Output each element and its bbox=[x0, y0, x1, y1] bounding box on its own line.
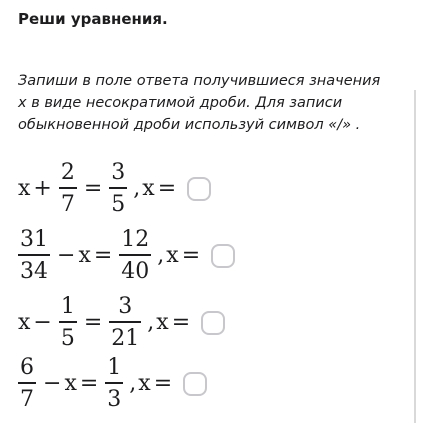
fraction bbox=[105, 357, 123, 411]
comma: , bbox=[133, 176, 141, 202]
answer-variable: x bbox=[142, 176, 155, 202]
answer-input-2[interactable] bbox=[211, 244, 235, 268]
denominator: 7 bbox=[60, 191, 75, 217]
comma: , bbox=[147, 310, 155, 336]
instruction-text bbox=[18, 70, 408, 136]
equation-2 bbox=[18, 229, 235, 283]
variable-x: x bbox=[64, 371, 77, 397]
variable-x: x bbox=[18, 176, 31, 202]
denominator: 7 bbox=[20, 386, 34, 412]
instruction-line-1: Запиши в поле ответа получившиеся значения bbox=[18, 73, 381, 89]
fraction bbox=[109, 162, 127, 216]
equals-sign: = bbox=[181, 243, 201, 269]
equals-sign: = bbox=[83, 176, 103, 202]
denominator: 5 bbox=[111, 191, 126, 217]
answer-input-3[interactable] bbox=[201, 311, 225, 335]
variable-x: x bbox=[78, 243, 91, 269]
page-title: Реши уравнения. bbox=[18, 10, 168, 28]
equation-1 bbox=[18, 162, 211, 216]
fraction bbox=[119, 229, 151, 283]
operator: − bbox=[43, 371, 62, 397]
equals-sign: = bbox=[171, 310, 191, 336]
operator: + bbox=[33, 176, 52, 202]
equals-sign: = bbox=[83, 310, 103, 336]
numerator: 1 bbox=[60, 294, 75, 319]
equation-4 bbox=[18, 357, 207, 411]
numerator: 12 bbox=[121, 227, 150, 252]
answer-variable: x bbox=[138, 371, 151, 397]
denominator: 21 bbox=[111, 325, 140, 351]
instruction-line-2: x в виде несократимой дроби. Для записи bbox=[18, 95, 343, 111]
answer-input-4[interactable] bbox=[183, 372, 207, 396]
equals-sign: = bbox=[93, 243, 113, 269]
fraction bbox=[59, 162, 77, 216]
fraction bbox=[109, 296, 141, 350]
equals-sign: = bbox=[157, 176, 177, 202]
equation-3 bbox=[18, 296, 225, 350]
fraction bbox=[18, 357, 36, 411]
numerator: 3 bbox=[118, 294, 133, 319]
fraction bbox=[18, 229, 50, 283]
denominator: 34 bbox=[20, 258, 48, 284]
numerator: 2 bbox=[60, 160, 75, 185]
denominator: 5 bbox=[60, 325, 75, 351]
answer-variable: x bbox=[166, 243, 179, 269]
fraction bbox=[59, 296, 77, 350]
operator: − bbox=[57, 243, 76, 269]
answer-input-1[interactable] bbox=[187, 177, 211, 201]
equals-sign: = bbox=[153, 371, 173, 397]
scrollbar[interactable] bbox=[414, 90, 416, 423]
numerator: 3 bbox=[111, 160, 126, 185]
denominator: 3 bbox=[107, 386, 122, 412]
numerator: 6 bbox=[20, 355, 34, 380]
variable-x: x bbox=[18, 310, 31, 336]
equals-sign: = bbox=[79, 371, 99, 397]
answer-variable: x bbox=[156, 310, 169, 336]
instruction-line-3: обыкновенной дроби используй символ «/» . bbox=[18, 117, 361, 133]
comma: , bbox=[157, 243, 165, 269]
numerator: 1 bbox=[107, 355, 122, 380]
comma: , bbox=[129, 371, 137, 397]
numerator: 31 bbox=[20, 227, 48, 252]
denominator: 40 bbox=[121, 258, 150, 284]
operator: − bbox=[33, 310, 52, 336]
